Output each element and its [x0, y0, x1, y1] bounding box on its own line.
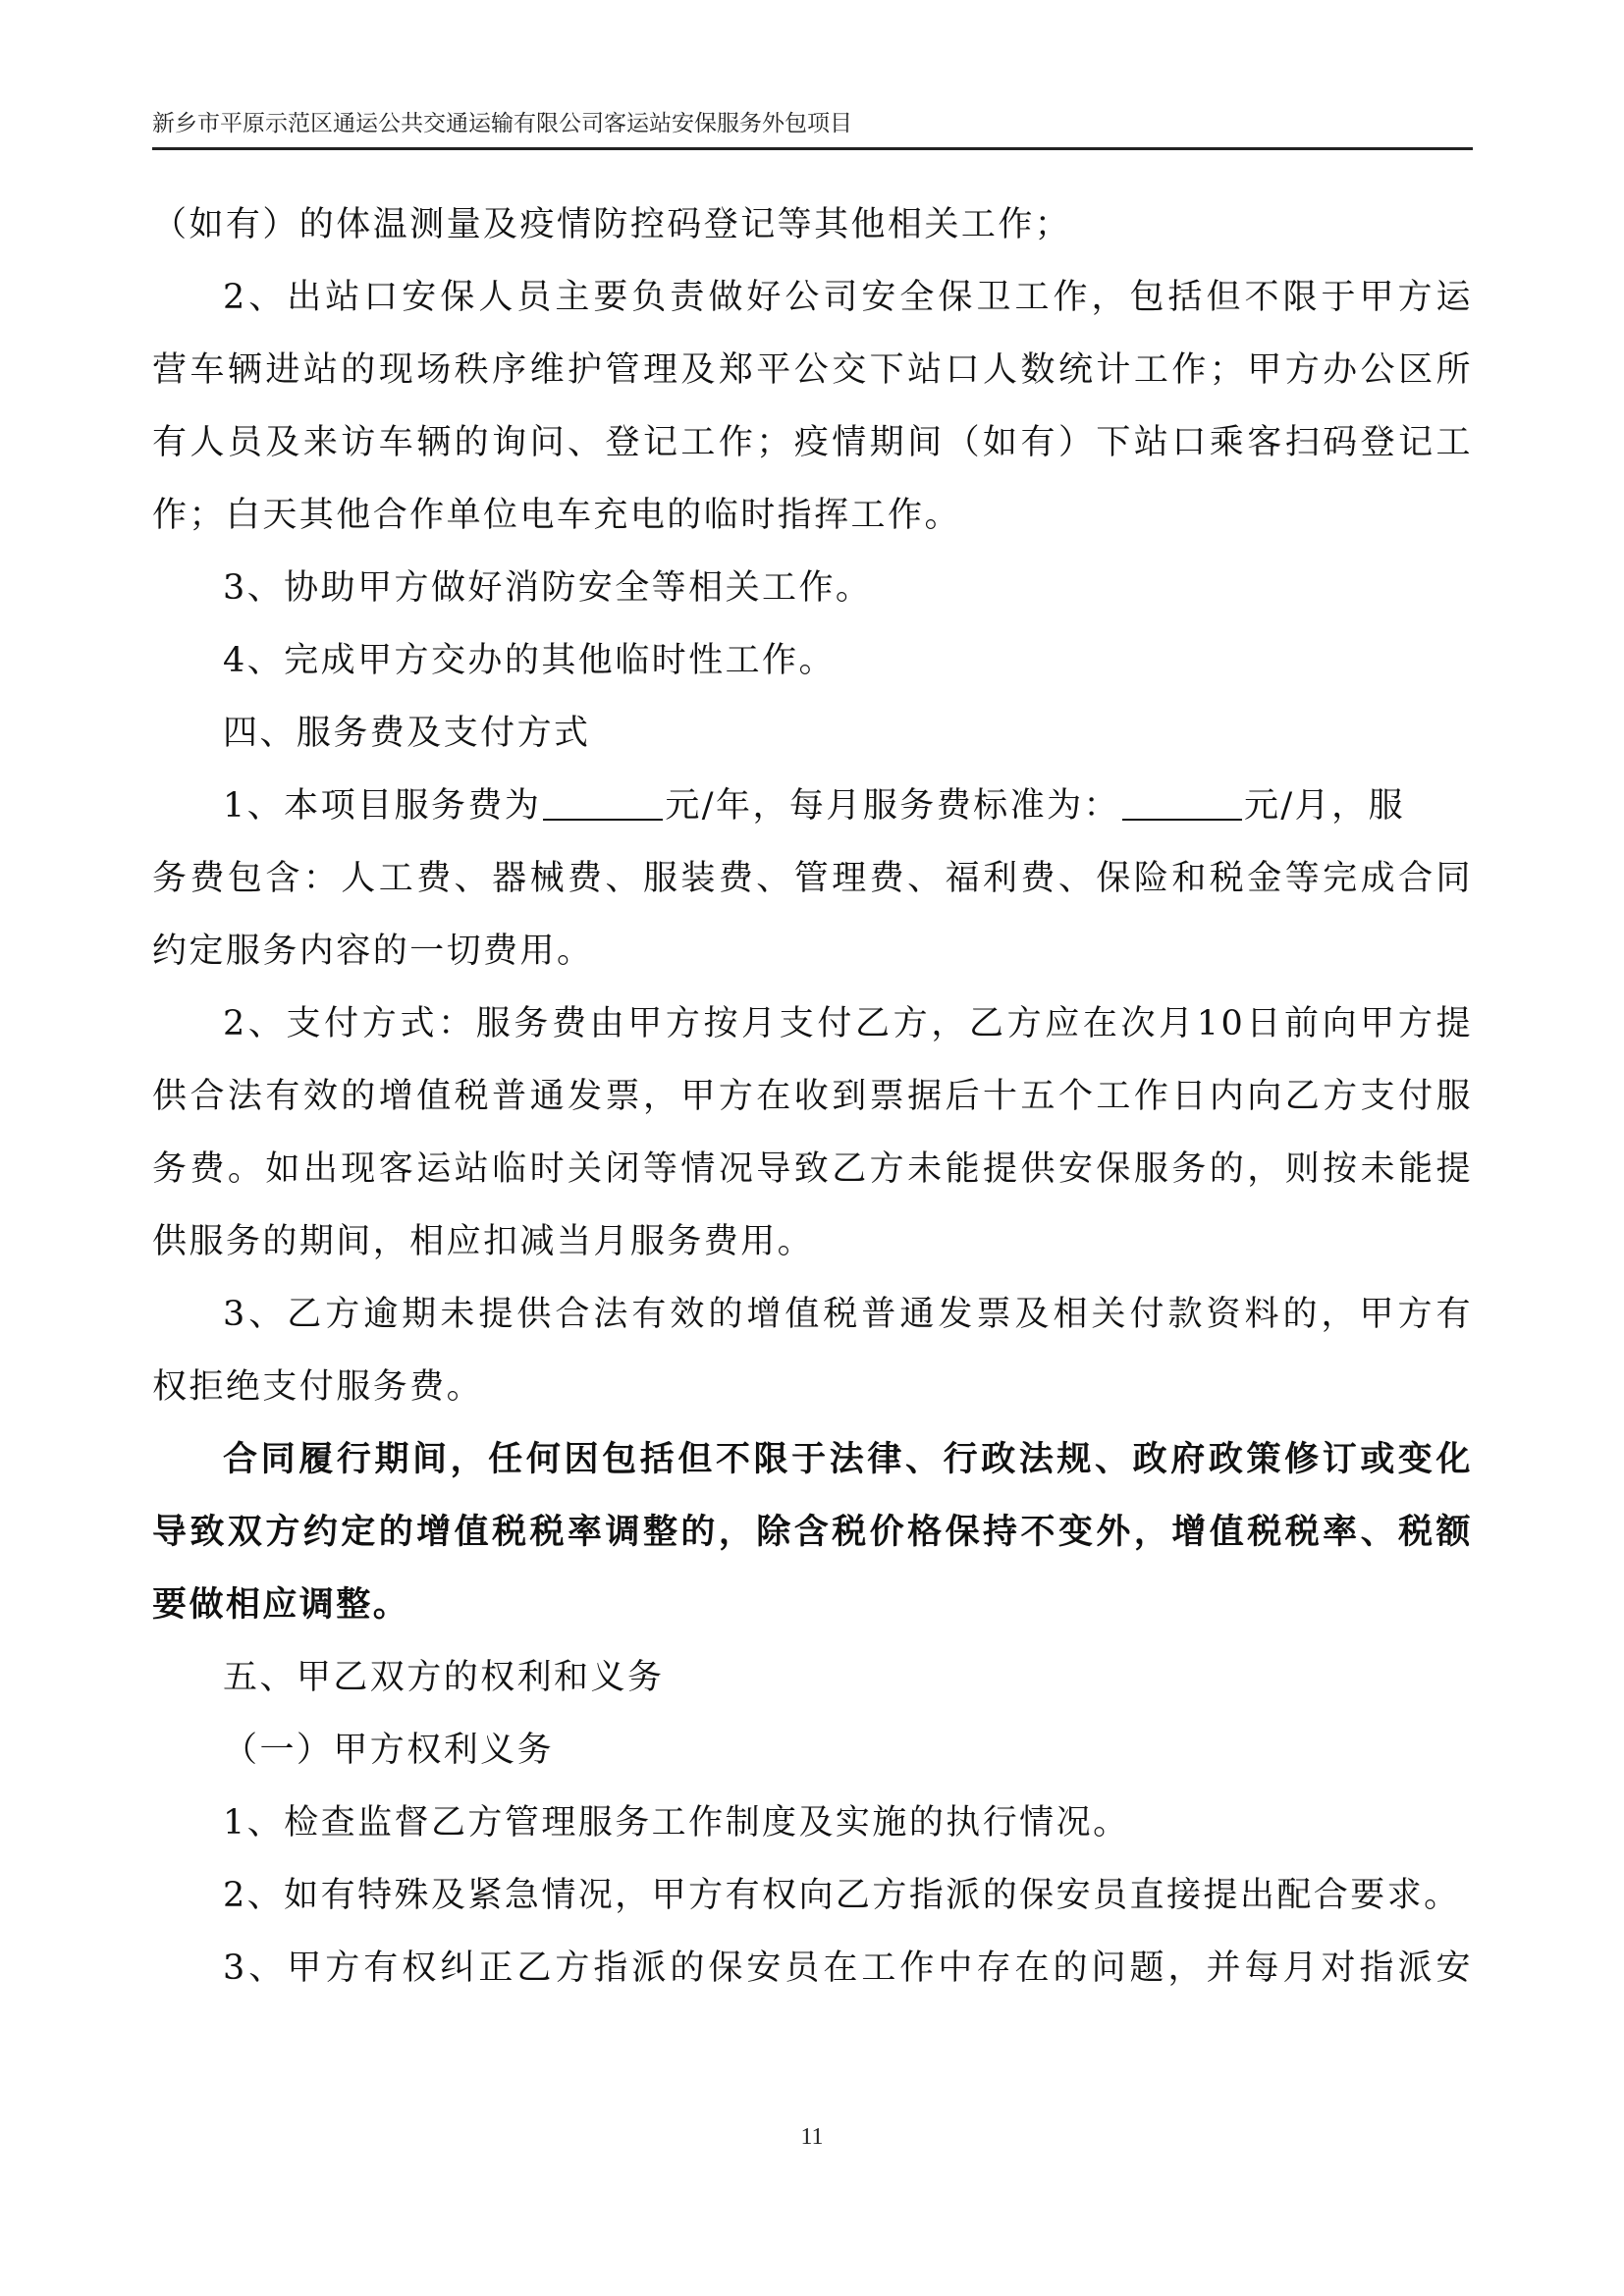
section-heading: 四、服务费及支付方式: [223, 714, 591, 753]
paragraph-line: 4、完成甲方交办的其他临时性工作。: [223, 641, 836, 680]
paragraph-line: 权拒绝支付服务费。: [152, 1367, 484, 1407]
document-body: [152, 188, 1473, 2004]
page-header: [152, 110, 1473, 150]
fee-blank-annual: [543, 789, 663, 821]
subsection-heading: （一）甲方权利义务: [223, 1731, 555, 1770]
bold-paragraph-line: 导致双方约定的增值税税率调整的，除含税价格保持不变外，增值税税率、税额: [152, 1512, 1473, 1552]
fee-text-part-2: 元/年，每月服务费标准为：: [665, 786, 1120, 826]
section-heading: 五、甲乙双方的权利和义务: [223, 1658, 665, 1697]
paragraph-line: 3、乙方逾期未提供合法有效的增值税普通发票及相关付款资料的，甲方有: [223, 1295, 1473, 1334]
paragraph-line: 约定服务内容的一切费用。: [152, 932, 594, 971]
paragraph-line: 1、检查监督乙方管理服务工作制度及实施的执行情况。: [223, 1803, 1130, 1842]
paragraph-line: 务费包含：人工费、器械费、服装费、管理费、福利费、保险和税金等完成合同: [152, 859, 1473, 898]
paragraph-line: 有人员及来访车辆的询问、登记工作；疫情期间（如有）下站口乘客扫码登记工: [152, 423, 1473, 462]
bold-paragraph-line: 要做相应调整。: [152, 1584, 410, 1625]
paragraph-line: 3、协助甲方做好消防安全等相关工作。: [223, 568, 873, 608]
fee-blank-monthly: [1122, 789, 1242, 821]
fee-text-part-3: 元/月，服: [1243, 786, 1406, 826]
fee-line: [152, 770, 1473, 842]
paragraph-line: 2、出站口安保人员主要负责做好公司安全保卫工作，包括但不限于甲方运: [223, 278, 1473, 317]
bold-paragraph-line: 合同履行期间，任何因包括但不限于法律、行政法规、政府政策修订或变化: [223, 1439, 1473, 1479]
paragraph-line: 3、甲方有权纠正乙方指派的保安员在工作中存在的问题，并每月对指派安: [223, 1949, 1473, 1988]
paragraph-line: 作；白天其他合作单位电车充电的临时指挥工作。: [152, 496, 961, 535]
paragraph-line: 务费。如出现客运站临时关闭等情况导致乙方未能提供安保服务的，则按未能提: [152, 1149, 1473, 1189]
header-title: 新乡市平原示范区通运公共交通运输有限公司客运站安保服务外包项目: [152, 111, 852, 136]
paragraph-line: 2、支付方式：服务费由甲方按月支付乙方，乙方应在次月10日前向甲方提: [223, 1004, 1473, 1043]
paragraph-line: 2、如有特殊及紧急情况，甲方有权向乙方指派的保安员直接提出配合要求。: [223, 1876, 1461, 1915]
paragraph-line: 营车辆进站的现场秩序维护管理及郑平公交下站口人数统计工作；甲方办公区所: [152, 350, 1473, 390]
page-number: 11: [800, 2124, 824, 2150]
paragraph-line: 供服务的期间，相应扣减当月服务费用。: [152, 1222, 815, 1261]
paragraph-line: （如有）的体温测量及疫情防控码登记等其他相关工作；: [152, 205, 1072, 244]
paragraph-line: 供合法有效的增值税普通发票，甲方在收到票据后十五个工作日内向乙方支付服: [152, 1077, 1473, 1116]
fee-text-part-1: 1、本项目服务费为: [223, 786, 542, 826]
